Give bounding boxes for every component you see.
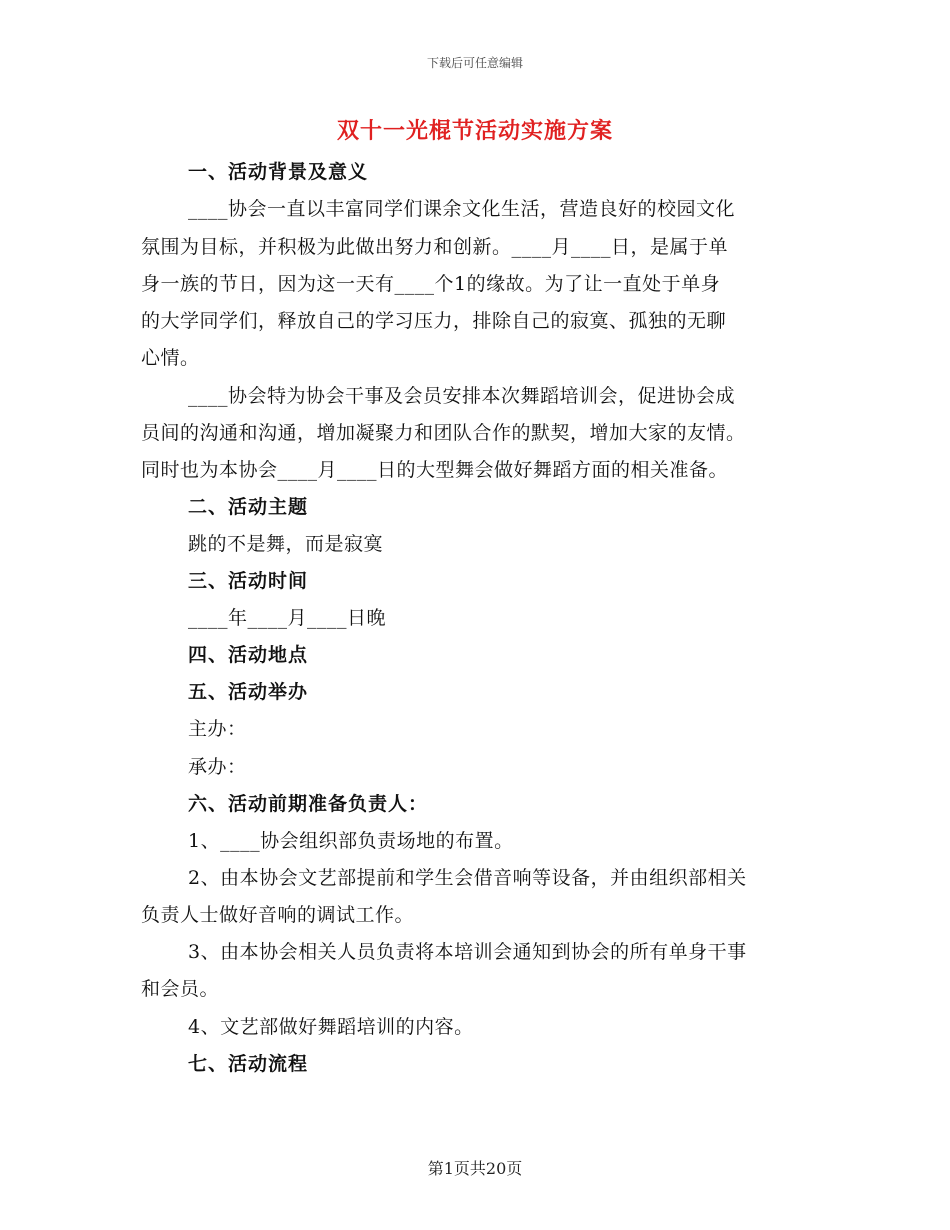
paragraph-line: 员间的沟通和沟通，增加凝聚力和团队合作的默契，增加大家的友情。 xyxy=(141,422,746,444)
paragraph-line: 的大学同学们，释放自己的学习压力，排除自己的寂寞、孤独的无聊 xyxy=(141,310,727,332)
list-item-continuation: 负责人士做好音响的调试工作。 xyxy=(141,904,415,926)
section-heading-preparation: 六、活动前期准备负责人： xyxy=(188,793,429,815)
organizer-label: 承办： xyxy=(188,756,247,778)
paragraph-line: 身一族的节日，因为这一天有____个1的缘故。为了让一直处于单身 xyxy=(141,273,721,295)
list-item: 2、由本协会文艺部提前和学生会借音响等设备，并由组织部相关 xyxy=(188,867,747,889)
paragraph-line: 氛围为目标，并积极为此做出努力和创新。____月____日，是属于单 xyxy=(141,236,729,258)
section-heading-theme: 二、活动主题 xyxy=(188,496,309,518)
list-item: 4、文艺部做好舞蹈培训的内容。 xyxy=(188,1016,474,1038)
time-text: ____年____月____日晚 xyxy=(188,607,387,629)
document-title: 双十一光棍节活动实施方案 xyxy=(336,118,613,144)
paragraph-line: ____协会一直以丰富同学们课余文化生活，营造良好的校园文化 xyxy=(188,198,736,220)
theme-text: 跳的不是舞，而是寂寞 xyxy=(188,533,384,555)
list-item-continuation: 和会员。 xyxy=(141,978,220,1000)
page-number: 第1页共20页 xyxy=(427,1159,523,1178)
section-heading-background: 一、活动背景及意义 xyxy=(188,161,369,183)
list-item: 1、____协会组织部负责场地的布置。 xyxy=(188,830,514,852)
section-heading-time: 三、活动时间 xyxy=(188,570,309,592)
page-header: 下载后可任意编辑 xyxy=(426,56,523,70)
host-label: 主办： xyxy=(188,718,247,740)
paragraph-line: 同时也为本协会____月____日的大型舞会做好舞蹈方面的相关准备。 xyxy=(141,459,729,481)
section-heading-organizers: 五、活动举办 xyxy=(188,681,309,703)
section-heading-location: 四、活动地点 xyxy=(188,644,309,666)
paragraph-line: ____协会特为协会干事及会员安排本次舞蹈培训会，促进协会成 xyxy=(188,385,736,407)
paragraph-line: 心情。 xyxy=(141,347,200,369)
section-heading-process: 七、活动流程 xyxy=(188,1053,309,1075)
list-item: 3、由本协会相关人员负责将本培训会通知到协会的所有单身干事 xyxy=(188,941,747,963)
